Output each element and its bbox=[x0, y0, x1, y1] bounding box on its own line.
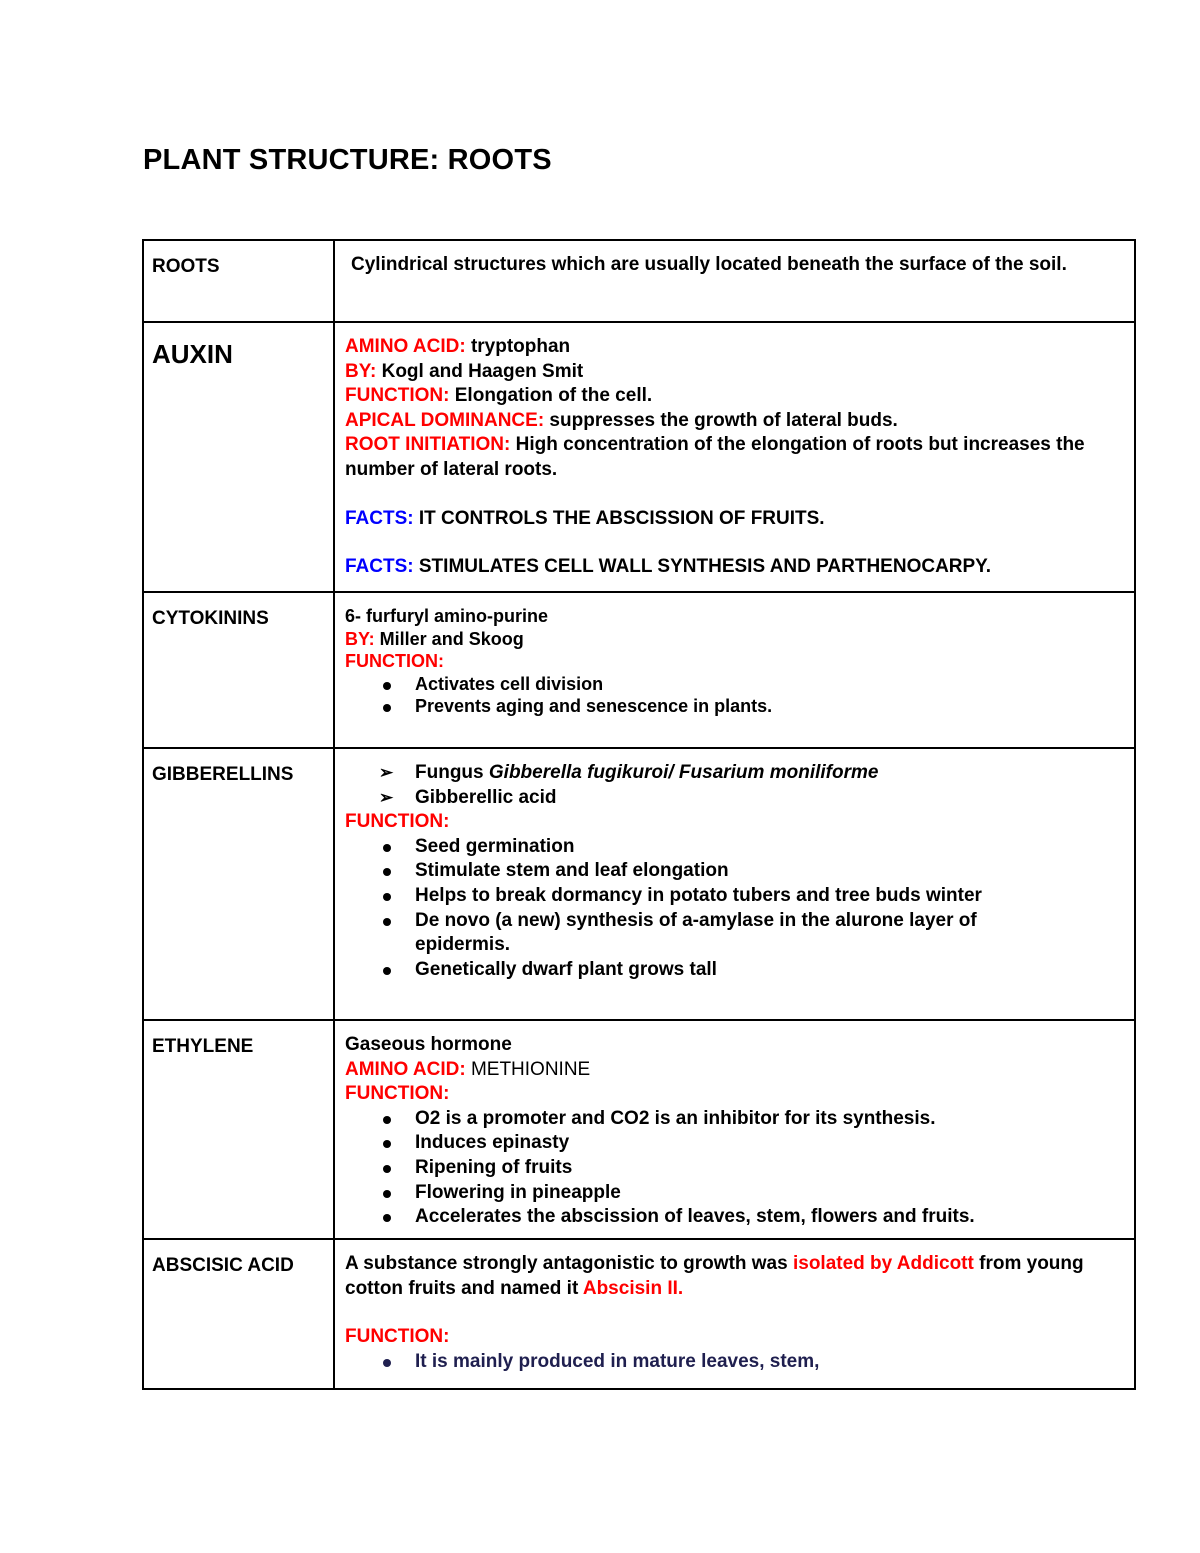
function-label: FUNCTION: bbox=[345, 1326, 450, 1348]
list-item bbox=[415, 761, 1124, 786]
list-item: Induces epinasty bbox=[415, 1131, 1124, 1156]
auxin-amino-acid bbox=[345, 335, 1124, 360]
description-highlight: Abscisin II. bbox=[582, 1277, 684, 1299]
abscisic-function-list bbox=[345, 1350, 1124, 1375]
function-label: FUNCTION: bbox=[345, 1083, 450, 1105]
cytokinins-function-list bbox=[345, 673, 1124, 718]
facts-label: FACTS: bbox=[345, 507, 414, 529]
source-prefix: Fungus bbox=[415, 762, 489, 783]
list-item: Genetically dwarf plant grows tall bbox=[415, 958, 1124, 983]
fact-value: IT CONTROLS THE ABSCISSION OF FRUITS. bbox=[413, 507, 825, 529]
function-label: FUNCTION: bbox=[345, 651, 444, 671]
hormone-table bbox=[142, 239, 1136, 1390]
auxin-apical-dominance bbox=[345, 409, 1124, 434]
auxin-fact-2 bbox=[345, 555, 1124, 580]
row-label-ethylene: ETHYLENE bbox=[143, 1020, 334, 1239]
function-label: FUNCTION: bbox=[345, 811, 450, 833]
row-content-cytokinins bbox=[334, 592, 1135, 748]
table-row bbox=[143, 1020, 1135, 1239]
facts-label: FACTS: bbox=[345, 556, 414, 578]
list-item: Seed germination bbox=[415, 835, 1124, 860]
list-item: O2 is a promoter and CO2 is an inhibitor for its synthesis. bbox=[415, 1107, 1124, 1132]
table-row bbox=[143, 592, 1135, 748]
table-row bbox=[143, 748, 1135, 1020]
table-row bbox=[143, 1239, 1135, 1389]
by-value: Miller and Skoog bbox=[374, 628, 524, 649]
row-label-auxin-cell bbox=[143, 322, 334, 592]
root-initiation-value: High concentration of the elongation of roots but increases the number of lateral roots. bbox=[345, 434, 1085, 480]
list-item: Flowering in pineapple bbox=[415, 1181, 1124, 1206]
list-item: Activates cell division bbox=[415, 673, 1124, 696]
description-highlight: isolated by Addicott bbox=[792, 1253, 974, 1274]
row-content-abscisic-acid bbox=[334, 1239, 1135, 1389]
page-title: PLANT STRUCTURE: ROOTS bbox=[143, 144, 552, 176]
function-label: FUNCTION: bbox=[345, 385, 450, 407]
row-label-gibberellins: GIBBERELLINS bbox=[143, 748, 334, 1020]
fact-value: STIMULATES CELL WALL SYNTHESIS AND PARTHENOCARPY. bbox=[413, 556, 992, 578]
row-label-auxin: AUXIN bbox=[152, 339, 233, 369]
cytokinins-compound: 6- furfuryl amino-purine bbox=[345, 606, 549, 626]
list-item: Prevents aging and senescence in plants. bbox=[415, 695, 1124, 718]
list-item: It is mainly produced in mature leaves, stem, bbox=[415, 1350, 1124, 1375]
row-label-abscisic-acid: ABSCISIC ACID bbox=[143, 1239, 334, 1389]
ethylene-amino-acid bbox=[345, 1058, 1124, 1083]
ethylene-description: Gaseous hormone bbox=[345, 1034, 512, 1055]
auxin-function bbox=[345, 384, 1124, 409]
by-label: BY: bbox=[345, 360, 377, 382]
gibberellins-function-list bbox=[345, 835, 1124, 983]
cytokinins-by bbox=[345, 628, 1124, 651]
row-label-roots: ROOTS bbox=[143, 240, 334, 322]
auxin-root-initiation bbox=[345, 433, 1124, 482]
abscisic-description bbox=[345, 1252, 1124, 1301]
by-label: BY: bbox=[345, 628, 375, 649]
auxin-fact-1 bbox=[345, 507, 1124, 532]
list-item: Ripening of fruits bbox=[415, 1156, 1124, 1181]
table-row bbox=[143, 240, 1135, 322]
list-item: Stimulate stem and leaf elongation bbox=[415, 859, 1124, 884]
apical-value: suppresses the growth of lateral buds. bbox=[544, 409, 898, 431]
roots-definition: Cylindrical structures which are usually located beneath the surface of the soil. bbox=[351, 254, 1067, 275]
description-text: A substance strongly antagonistic to growth was bbox=[345, 1253, 793, 1274]
amino-acid-value: tryptophan bbox=[465, 336, 571, 357]
source-species: Gibberella fugikuroi/ Fusarium moniliforme bbox=[488, 762, 879, 783]
table-row bbox=[143, 322, 1135, 592]
list-item: ➢ Gibberellic acid bbox=[415, 786, 1124, 811]
amino-acid-label: AMINO ACID: bbox=[345, 336, 466, 357]
function-value: Elongation of the cell. bbox=[449, 385, 653, 407]
row-content-ethylene bbox=[334, 1020, 1135, 1239]
by-value: Kogl and Haagen Smit bbox=[376, 360, 584, 382]
apical-label: APICAL DOMINANCE: bbox=[345, 409, 545, 431]
row-content-auxin bbox=[334, 322, 1135, 592]
amino-acid-value: METHIONINE bbox=[465, 1058, 591, 1080]
list-item: Helps to break dormancy in potato tubers and tree buds winter bbox=[415, 884, 1124, 909]
row-label-cytokinins: CYTOKININS bbox=[143, 592, 334, 748]
row-content-gibberellins bbox=[334, 748, 1135, 1020]
auxin-by bbox=[345, 360, 1124, 385]
amino-acid-label: AMINO ACID: bbox=[345, 1058, 466, 1080]
list-item: De novo (a new) synthesis of a-amylase in the alurone layer of epidermis. bbox=[415, 909, 1124, 958]
gibberellins-source-list bbox=[345, 761, 1124, 810]
row-content-roots bbox=[334, 240, 1135, 322]
root-initiation-label: ROOT INITIATION: bbox=[345, 434, 511, 456]
description-text: from young cotton fruits and named it bbox=[345, 1253, 1084, 1299]
ethylene-function-list bbox=[345, 1107, 1124, 1230]
list-item: Accelerates the abscission of leaves, stem, flowers and fruits. bbox=[415, 1205, 1124, 1230]
